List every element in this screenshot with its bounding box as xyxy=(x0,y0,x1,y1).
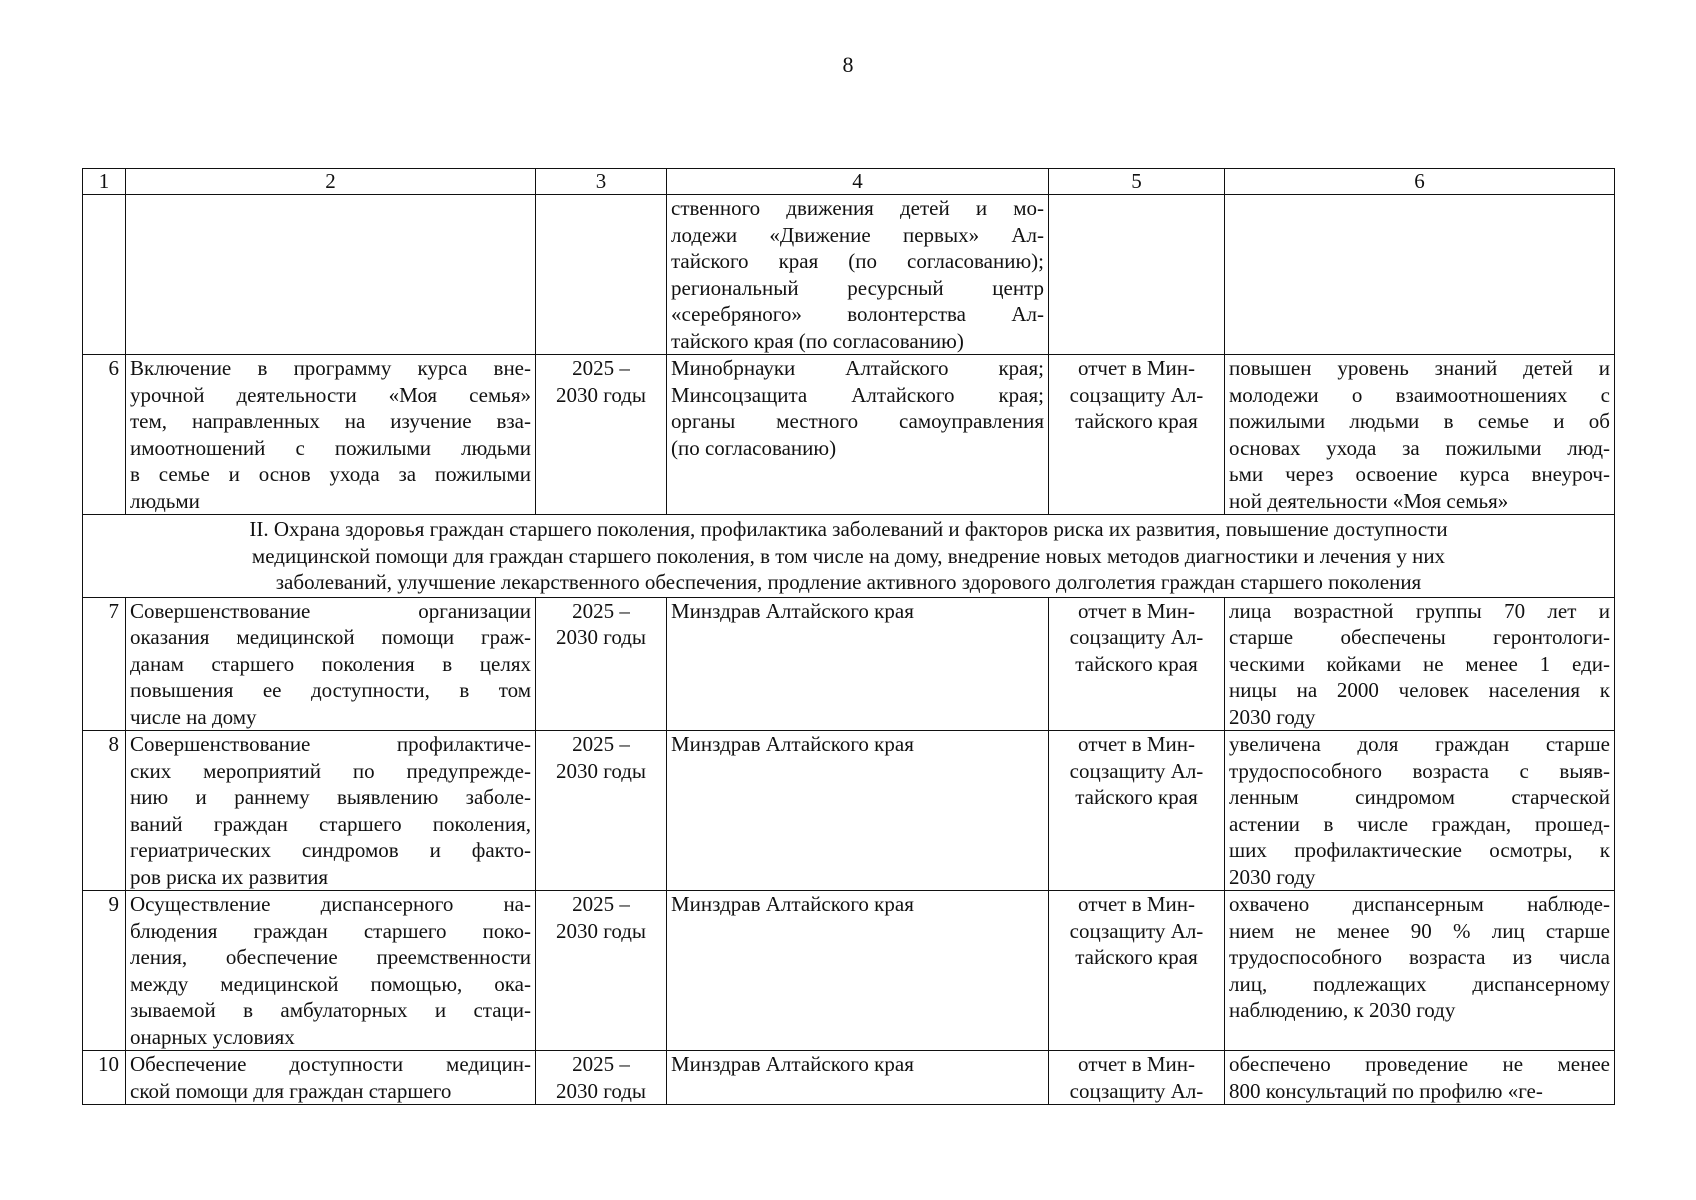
section-heading-line: заболеваний, улучшение лекарственного обеспечения, продление активного здорового долголетия граждан старшего поколения xyxy=(275,570,1422,594)
text-line: 2025 – xyxy=(572,598,630,623)
text-line: тайского края xyxy=(1075,651,1198,676)
table-row xyxy=(83,1051,1615,1105)
cell-measure xyxy=(126,597,536,731)
text-line: молодежи о взаимоотношениях с xyxy=(1229,382,1610,407)
text-line: обеспечено проведение не менее xyxy=(1229,1052,1610,1076)
text-line: онарных условиях xyxy=(130,1024,295,1049)
text-line: Минздрав Алтайского края xyxy=(671,598,914,623)
text-line: тайского края (по согласованию) xyxy=(671,328,964,353)
text-line: 2030 годы xyxy=(555,625,647,649)
text-line: в семье и основ ухода за пожилыми xyxy=(130,462,531,486)
column-header: 3 xyxy=(536,169,667,195)
text-line: 2030 году xyxy=(1229,704,1316,729)
text-line: Обеспечение доступности медицин- xyxy=(130,1052,531,1076)
cell-result xyxy=(1225,355,1615,515)
text-line: отчет в Мин- xyxy=(1077,1052,1196,1076)
column-header: 1 xyxy=(83,169,126,195)
cell-responsible xyxy=(667,355,1049,515)
cell-period xyxy=(536,1051,667,1105)
text-line: ших профилактические осмотры, к xyxy=(1229,838,1610,862)
text-line: Минздрав Алтайского края xyxy=(671,1052,914,1076)
column-header: 2 xyxy=(126,169,536,195)
text-line: лиц, подлежащих диспансерному xyxy=(1229,971,1610,996)
text-line: данам старшего поколения в целях xyxy=(130,651,531,676)
cell-report xyxy=(1049,731,1225,891)
cell-result xyxy=(1225,891,1615,1051)
text-line: Минздрав Алтайского края xyxy=(671,892,914,916)
text-line: тайского края xyxy=(1075,785,1198,809)
cell-period xyxy=(536,731,667,891)
cell-responsible xyxy=(667,195,1049,355)
text-line: основах ухода за пожилыми люд- xyxy=(1229,435,1610,460)
text-line: «серебряного» волонтерства Ал- xyxy=(671,302,1044,326)
text-line: пожилыми людьми в семье и об xyxy=(1229,409,1610,433)
cell-number: 6 xyxy=(83,355,126,515)
cell-responsible xyxy=(667,597,1049,731)
text-line: Минобрнауки Алтайского края; xyxy=(671,356,1044,380)
text-line: отчет в Мин- xyxy=(1077,598,1196,623)
text-line: 2030 годы xyxy=(555,918,647,943)
cell-result xyxy=(1225,195,1615,355)
text-line: 2030 году xyxy=(1229,864,1316,889)
cell-period xyxy=(536,355,667,515)
text-line: гериатрических синдромов и факто- xyxy=(130,838,531,862)
cell-number: 9 xyxy=(83,891,126,1051)
cell-measure xyxy=(126,1051,536,1105)
text-line: повышен уровень знаний детей и xyxy=(1229,356,1610,380)
cell-measure xyxy=(126,891,536,1051)
text-line: астении в числе граждан, прошед- xyxy=(1229,811,1610,836)
cell-report xyxy=(1049,597,1225,731)
text-line: соцзащиту Ал- xyxy=(1069,758,1204,783)
text-line: повышения ее доступности, в том xyxy=(130,678,531,702)
cell-period xyxy=(536,891,667,1051)
table-row-continuation xyxy=(83,195,1615,355)
text-line: (по согласованию) xyxy=(671,435,837,460)
cell-responsible xyxy=(667,891,1049,1051)
text-line: ских мероприятий по предупрежде- xyxy=(130,758,531,783)
cell-report xyxy=(1049,195,1225,355)
text-line: 2025 – xyxy=(572,892,630,916)
table-row xyxy=(83,355,1615,515)
measures-table xyxy=(82,168,1615,1105)
text-line: между медицинской помощью, ока- xyxy=(130,971,531,996)
text-line: 2025 – xyxy=(572,732,630,756)
cell-measure xyxy=(126,731,536,891)
cell-number: 8 xyxy=(83,731,126,891)
text-line: отчет в Мин- xyxy=(1077,892,1196,916)
cell-measure xyxy=(126,195,536,355)
table-row xyxy=(83,891,1615,1051)
text-line: региональный ресурсный центр xyxy=(671,275,1044,300)
text-line: трудоспособного возраста из числа xyxy=(1229,945,1610,969)
section-heading-line: медицинской помощи для граждан старшего поколения, в том числе на дому, внедрение новых методов диагностики и лечения у них xyxy=(251,543,1446,568)
cell-period xyxy=(536,597,667,731)
text-line: отчет в Мин- xyxy=(1077,732,1196,756)
page-number: 8 xyxy=(842,52,854,77)
section-heading-line: II. Охрана здоровья граждан старшего поколения, профилактика заболеваний и факторов риска их развития, повышение доступности xyxy=(249,517,1448,541)
cell-result xyxy=(1225,731,1615,891)
text-line: Минсоцзащита Алтайского края; xyxy=(671,382,1044,407)
text-line: Включение в программу курса вне- xyxy=(130,356,531,380)
cell-report xyxy=(1049,355,1225,515)
text-line: нием не менее 90 % лиц старше xyxy=(1229,918,1610,943)
text-line: лица возрастной группы 70 лет и xyxy=(1229,598,1610,623)
text-line: урочной деятельности «Моя семья» xyxy=(130,382,531,407)
text-line: отчет в Мин- xyxy=(1077,356,1196,380)
cell-responsible xyxy=(667,731,1049,891)
text-line: органы местного самоуправления xyxy=(671,409,1044,433)
section-heading-row xyxy=(83,515,1615,598)
text-line: числе на дому xyxy=(130,704,257,729)
text-line: ницы на 2000 человек населения к xyxy=(1229,678,1610,702)
text-line: 2030 годы xyxy=(555,758,647,783)
text-line: 2030 годы xyxy=(555,1078,647,1103)
column-number-header-row xyxy=(83,169,1615,195)
text-line: ваний граждан старшего поколения, xyxy=(130,811,531,836)
text-line: наблюдению, к 2030 году xyxy=(1229,998,1456,1022)
cell-measure xyxy=(126,355,536,515)
text-line: старше обеспечены геронтологи- xyxy=(1229,625,1610,649)
text-line: ской помощи для граждан старшего xyxy=(130,1078,452,1103)
text-line: соцзащиту Ал- xyxy=(1069,918,1204,943)
text-line: ленным синдромом старческой xyxy=(1229,785,1610,809)
text-line: 2025 – xyxy=(572,356,630,380)
text-line: оказания медицинской помощи граж- xyxy=(130,625,531,649)
text-line: тайского края xyxy=(1075,409,1198,433)
text-line: лодежи «Движение первых» Ал- xyxy=(671,222,1044,247)
cell-number xyxy=(83,195,126,355)
column-header: 6 xyxy=(1225,169,1615,195)
text-line: нию и раннему выявлению заболе- xyxy=(130,785,531,809)
column-header: 5 xyxy=(1049,169,1225,195)
text-line: Осуществление диспансерного на- xyxy=(130,892,531,916)
text-line: имоотношений с пожилыми людьми xyxy=(130,435,531,460)
text-line: ров риска их развития xyxy=(130,864,329,889)
text-line: охвачено диспансерным наблюде- xyxy=(1229,892,1610,916)
text-line: блюдения граждан старшего поко- xyxy=(130,918,531,943)
table-row xyxy=(83,731,1615,891)
text-line: увеличена доля граждан старше xyxy=(1229,732,1610,756)
text-line: ьми через освоение курса внеуроч- xyxy=(1229,462,1610,486)
text-line: ственного движения детей и мо- xyxy=(671,196,1044,220)
text-line: соцзащиту Ал- xyxy=(1069,382,1204,407)
text-line: ческими койками не менее 1 еди- xyxy=(1229,651,1610,676)
section-heading xyxy=(83,515,1615,598)
cell-result xyxy=(1225,597,1615,731)
text-line: 2030 годы xyxy=(555,382,647,407)
text-line: зываемой в амбулаторных и стаци- xyxy=(130,998,531,1022)
column-header: 4 xyxy=(667,169,1049,195)
text-line: людьми xyxy=(130,488,200,513)
text-line: тем, направленных на изучение вза- xyxy=(130,409,531,433)
cell-period xyxy=(536,195,667,355)
text-line: 800 консультаций по профилю «ге- xyxy=(1229,1078,1543,1103)
cell-report xyxy=(1049,1051,1225,1105)
text-line: Совершенствование профилактиче- xyxy=(130,732,531,756)
text-line: трудоспособного возраста с выяв- xyxy=(1229,758,1610,783)
text-line: Минздрав Алтайского края xyxy=(671,732,914,756)
cell-result xyxy=(1225,1051,1615,1105)
text-line: тайского края (по согласованию); xyxy=(671,249,1044,273)
text-line: соцзащиту Ал- xyxy=(1069,1078,1204,1103)
cell-report xyxy=(1049,891,1225,1051)
text-line: ной деятельности «Моя семья» xyxy=(1229,488,1509,513)
cell-responsible xyxy=(667,1051,1049,1105)
text-line: ления, обеспечение преемственности xyxy=(130,945,531,969)
text-line: Совершенствование организации xyxy=(130,598,531,623)
text-line: тайского края xyxy=(1075,945,1198,969)
text-line: соцзащиту Ал- xyxy=(1069,625,1204,649)
table-row xyxy=(83,597,1615,731)
cell-number: 10 xyxy=(83,1051,126,1105)
text-line: 2025 – xyxy=(572,1052,630,1076)
cell-number: 7 xyxy=(83,597,126,731)
